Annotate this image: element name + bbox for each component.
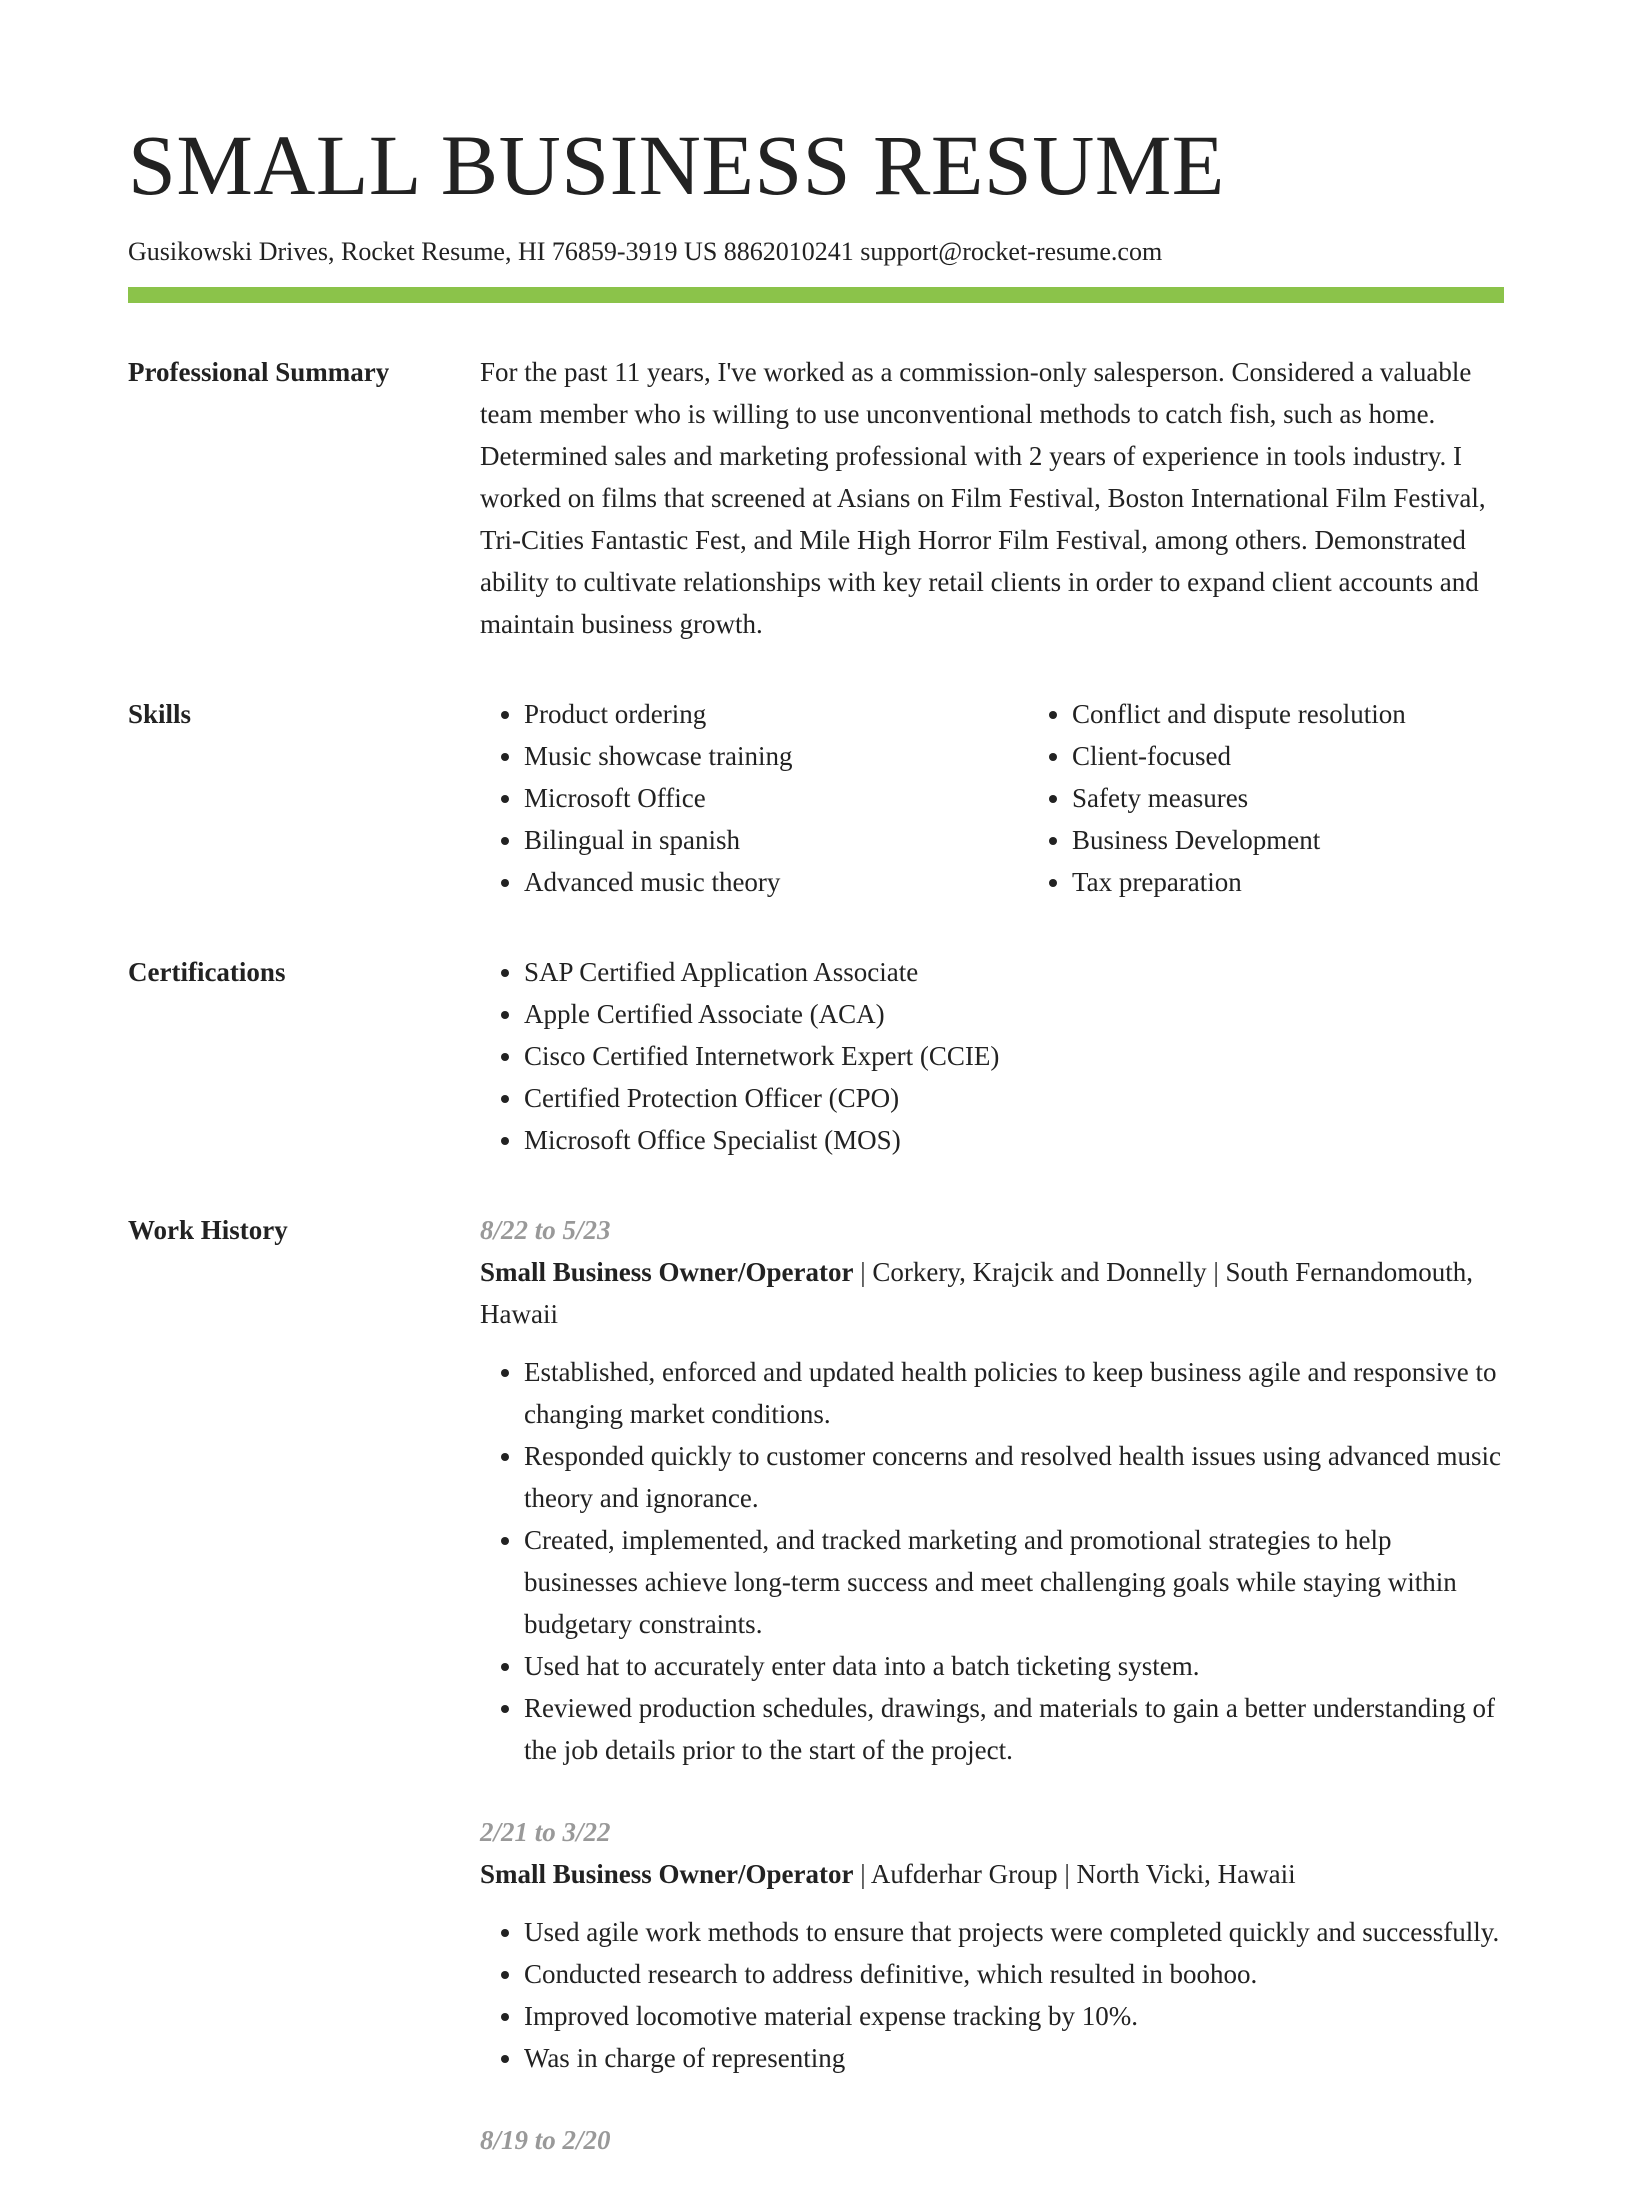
job-title: Small Business Owner/Operator xyxy=(480,1257,854,1288)
job-bullet: • Improved locomotive material expense tracking by 10%. xyxy=(524,1995,1504,2037)
section-label-work-history: Work History xyxy=(128,1215,288,1246)
summary-section xyxy=(128,351,1504,645)
work-history-section xyxy=(128,1209,1504,2201)
certifications-list xyxy=(480,951,1504,1161)
job-bullet: • Was in charge of representing xyxy=(524,2037,1504,2079)
certification-item: • Certified Protection Officer (CPO) xyxy=(524,1077,1504,1119)
certification-item: • Microsoft Office Specialist (MOS) xyxy=(524,1119,1504,1161)
resume-title: SMALL BUSINESS RESUME xyxy=(128,117,1225,213)
job-entry xyxy=(480,1209,1504,1771)
section-label-summary: Professional Summary xyxy=(128,357,390,388)
skill-item: • Client-focused xyxy=(1072,735,1504,777)
job-title: Small Business Owner/Operator xyxy=(480,1859,854,1890)
job-details: | Corkery, Krajcik and Donnelly | South Fernandomouth, Hawaii xyxy=(480,1257,1473,1330)
certification-item: • Apple Certified Associate (ACA) xyxy=(524,993,1504,1035)
skill-item: • Microsoft Office xyxy=(524,777,1028,819)
skill-item: • Advanced music theory xyxy=(524,861,1028,903)
skills-section xyxy=(128,693,1504,903)
skills-list-right xyxy=(1028,693,1504,903)
skill-item: • Business Development xyxy=(1072,819,1504,861)
job-entry xyxy=(480,2119,1504,2161)
job-dates: 8/22 to 5/23 xyxy=(480,1215,611,1246)
skill-item: • Tax preparation xyxy=(1072,861,1504,903)
job-bullet: • Conducted research to address definitive, which resulted in boohoo. xyxy=(524,1953,1504,1995)
job-bullet: • Established, enforced and updated health policies to keep business agile and responsive to changing market conditions. xyxy=(524,1351,1504,1435)
summary-text: For the past 11 years, I've worked as a commission-only salesperson. Considered a valuable team member who is willing to use unconventional methods to catch fish, such as home. Determined sales and marketing professional with 2 years of experience in tools industry. I worked on films that screened at Asians on Film Festival, Boston International Film Festival, Tri-Cities Fantastic Fest, and Mile High Horror Film Festival, among others. Demonstrated ability to cultivate relationships with key retail clients in order to expand client accounts and maintain business growth. xyxy=(480,357,1486,640)
skill-item: • Conflict and dispute resolution xyxy=(1072,693,1504,735)
certifications-section xyxy=(128,951,1504,1161)
skill-item: • Bilingual in spanish xyxy=(524,819,1028,861)
job-bullets xyxy=(480,1351,1504,1771)
job-heading xyxy=(480,1251,1504,1335)
job-bullet: • Responded quickly to customer concerns and resolved health issues using advanced music theory and ignorance. xyxy=(524,1435,1504,1519)
certification-item: • SAP Certified Application Associate xyxy=(524,951,1504,993)
section-label-certifications: Certifications xyxy=(128,957,286,988)
section-label-skills: Skills xyxy=(128,699,192,730)
job-bullet: • Reviewed production schedules, drawings, and materials to gain a better understanding of the job details prior to the start of the project. xyxy=(524,1687,1504,1771)
skill-item: • Music showcase training xyxy=(524,735,1028,777)
job-bullet: • Used hat to accurately enter data into a batch ticketing system. xyxy=(524,1645,1504,1687)
job-heading xyxy=(480,1853,1504,1895)
job-entry xyxy=(480,1811,1504,2079)
resume-page xyxy=(128,0,1504,2201)
job-bullets xyxy=(480,1911,1504,2079)
job-dates: 8/19 to 2/20 xyxy=(480,2125,611,2156)
skill-item: • Safety measures xyxy=(1072,777,1504,819)
job-details: | Aufderhar Group | North Vicki, Hawaii xyxy=(853,1859,1296,1890)
job-bullet: • Used agile work methods to ensure that projects were completed quickly and successfully. xyxy=(524,1911,1504,1953)
job-dates: 2/21 to 3/22 xyxy=(480,1817,611,1848)
certification-item: • Cisco Certified Internetwork Expert (CCIE) xyxy=(524,1035,1504,1077)
job-bullet: • Created, implemented, and tracked marketing and promotional strategies to help businesses achieve long-term success and meet challenging goals while staying within budgetary constraints. xyxy=(524,1519,1504,1645)
skill-item: • Product ordering xyxy=(524,693,1028,735)
skills-list-left xyxy=(480,693,1028,903)
contact-line: Gusikowski Drives, Rocket Resume, HI 76859-3919 US 8862010241 support@rocket-resume.com xyxy=(128,237,1163,266)
header-divider xyxy=(128,287,1504,303)
